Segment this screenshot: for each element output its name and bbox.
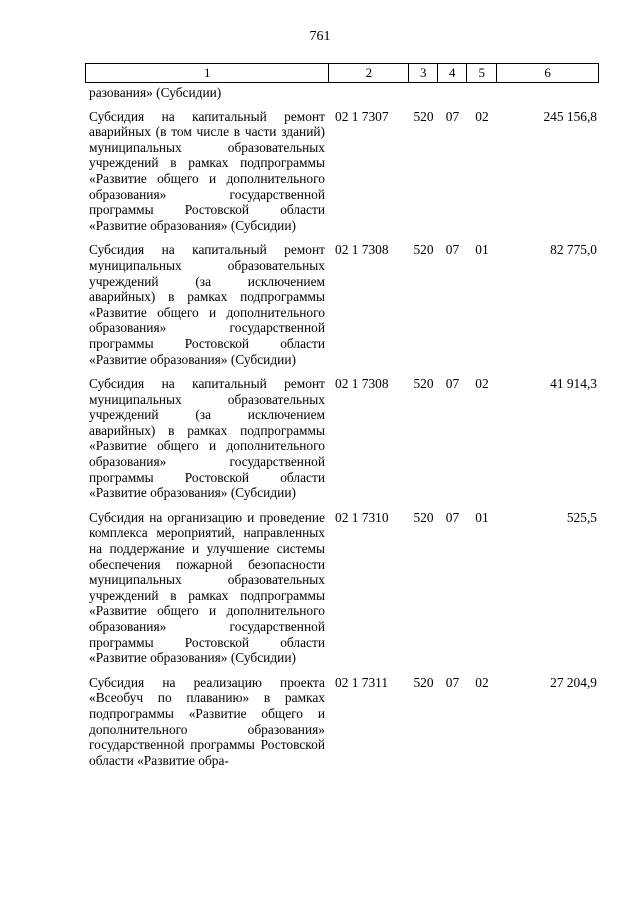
row-code: 02 1 7307 — [335, 108, 389, 124]
row-col-3: 520 — [413, 376, 434, 392]
row-col-3: 520 — [413, 509, 434, 525]
column-header-row — [85, 63, 599, 83]
row-amount: 245 156,8 — [543, 108, 597, 124]
row-col-5: 01 — [475, 242, 489, 258]
row-description: разования» (Субсидии) — [89, 85, 222, 100]
row-col-4: 07 — [445, 108, 460, 124]
col-header-2: 2 — [329, 64, 409, 83]
col-header-1: 1 — [86, 64, 329, 83]
row-description: Субсидия на капитальный ремонт муниципальных образовательных учреждений (за исключением аварийных) в рамках подпрограммы «Развитие общего и дополнительного образования» государственной программы Ростовской области «Развитие образования» (Субсидии) — [89, 242, 325, 367]
row-col-3: 520 — [413, 108, 434, 124]
row-code: 02 1 7308 — [335, 242, 389, 258]
row-amount: 27 204,9 — [550, 674, 597, 690]
table-row — [85, 675, 599, 778]
row-amount: 41 914,3 — [550, 376, 597, 392]
row-code — [329, 85, 409, 109]
table-row — [85, 109, 599, 243]
budget-table — [85, 85, 599, 777]
row-amount: 525,5 — [566, 509, 597, 525]
row-amount — [497, 85, 599, 109]
col-header-6: 6 — [497, 64, 599, 83]
row-code: 02 1 7311 — [335, 674, 389, 690]
col-header-3: 3 — [409, 64, 438, 83]
row-col-3: 520 — [413, 242, 434, 258]
row-code: 02 1 7308 — [335, 376, 389, 392]
row-col-4: 07 — [445, 674, 460, 690]
row-description: Субсидия на капитальный ремонт аварийных (в том числе в части зданий) муниципальных образовательных учреждений в рамках подпрограммы «Развитие общего и дополнительного образования» государственной программы Ростовской области «Развитие образования» (Субсидии) — [89, 108, 325, 233]
row-col-5: 01 — [475, 509, 489, 525]
table-row — [85, 85, 599, 109]
row-col-4: 07 — [445, 376, 460, 392]
row-description: Субсидия на капитальный ремонт муниципальных образовательных учреждений (за исключением аварийных) в рамках подпрограммы «Развитие общего и дополнительного образования» государственной программы Ростовской области «Развитие образования» (Субсидии) — [89, 376, 325, 501]
row-col-5: 02 — [475, 108, 489, 124]
col-header-4: 4 — [438, 64, 467, 83]
row-col-3: 520 — [413, 674, 434, 690]
table-row — [85, 510, 599, 675]
row-col-5 — [467, 85, 497, 109]
row-code: 02 1 7310 — [335, 509, 389, 525]
row-col-4 — [438, 85, 467, 109]
page-number: 761 — [309, 29, 331, 44]
table-row — [85, 242, 599, 376]
row-description: Субсидия на реализацию проекта «Всеобуч по плаванию» в рамках подпрограммы «Развитие общего и дополнительного образования» государственной программы Ростовской области «Развитие обра- — [89, 674, 325, 768]
col-header-5: 5 — [467, 64, 497, 83]
row-description: Субсидия на организацию и проведение комплекса мероприятий, направленных на поддержание и улучшение системы обеспечения пожарной безопасности муниципальных образовательных учреждений в рамках подпрограммы «Развитие общего и дополнительного образования» государственной программы Ростовской области «Развитие образования» (Субсидии) — [89, 509, 325, 666]
row-col-5: 02 — [475, 674, 489, 690]
row-col-5: 02 — [475, 376, 489, 392]
row-col-4: 07 — [445, 509, 460, 525]
row-col-3 — [409, 85, 438, 109]
row-col-4: 07 — [445, 242, 460, 258]
table-row — [85, 376, 599, 510]
row-amount: 82 775,0 — [550, 242, 597, 258]
